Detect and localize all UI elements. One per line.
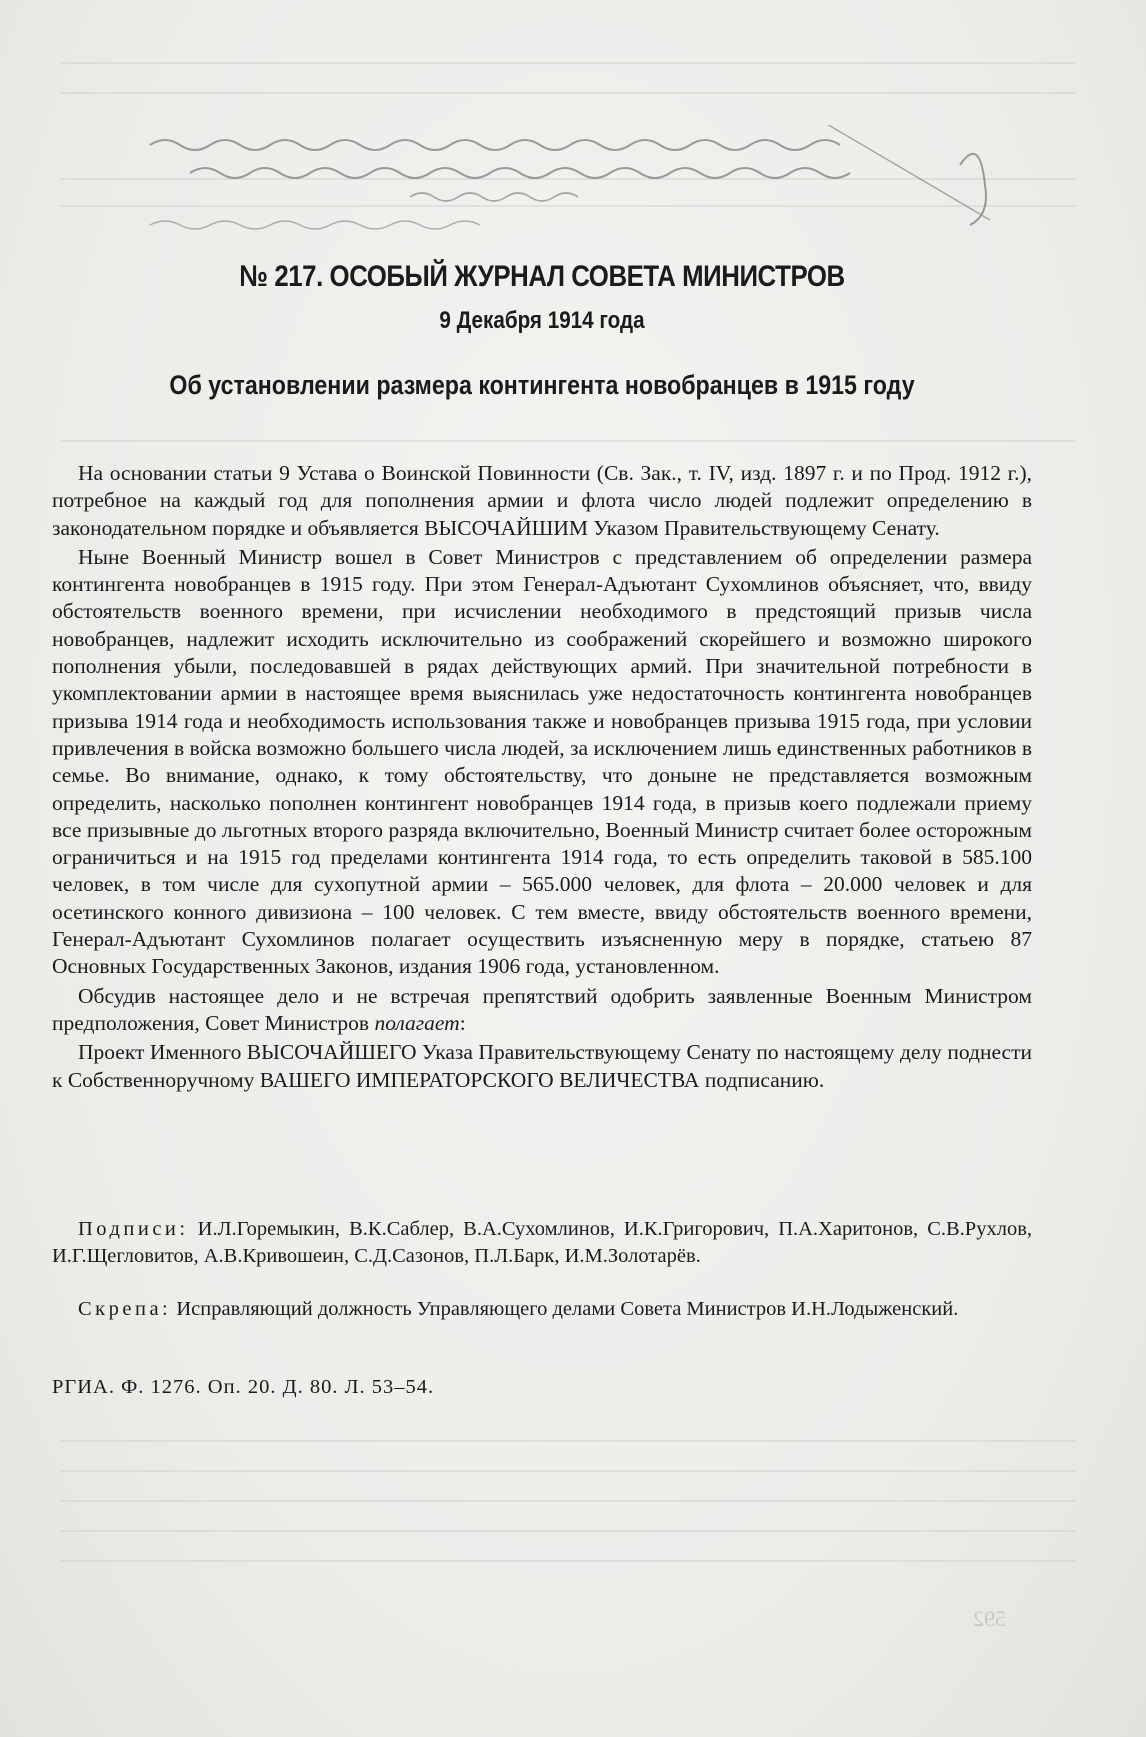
document-subtitle: Об установлении размера контингента новобранцев в 1915 году [169, 370, 915, 400]
decision-verb: полагает [374, 1010, 460, 1035]
bleed-through-line [60, 1500, 1076, 1502]
paragraph-decree-draft: Проект Именного ВЫСОЧАЙШЕГО Указа Правительствующему Сенату по настоящему делу поднести к Собственноручному ВАШЕГО ИМПЕРАТОРСКОГО ВЕЛИЧЕСТВА подписанию. [52, 1040, 1032, 1092]
signatures-names: И.Л.Горемыкин, В.К.Саблер, В.А.Сухомлинов, И.К.Григорович, П.А.Харитонов, С.В.Рухлов, И.Г.Щегловитов, А.В.Кривошеин, С.Д.Сазонов, П.Л.Барк, И.М.Золотарёв. [52, 1218, 1032, 1267]
handwriting-strokes [130, 125, 1010, 235]
signatures-block [52, 1216, 1032, 1270]
bleed-through-line [60, 1530, 1076, 1532]
paragraph-war-minister-proposal: Ныне Военный Министр вошел в Совет Министров с представлением об определении размера контингента новобранцев в 1915 году. При этом Генерал-Адъютант Сухомлинов объясняет, что, ввиду обстоятельств военного времени, при исчислении необходимого в предстоящий призыв числа новобранцев, надлежит исходить исключительно из соображений скорейшего и возможно широкого пополнения убыли, последовавшей в рядах действующих армий. При значительной потребности в укомплектовании армии в настоящее время выяснилась уже недостаточность контингента новобранцев призыва 1914 года и необходимость использования также и новобранцев призыва 1915 года, при условии привлечения в войска возможно большего числа людей, за исключением лишь единственных работников в семье. Во внимание, однако, к тому обстоятельству, что доныне не представляется возможным определить, насколько пополнен контингент новобранцев 1914 года, в призыв коего подлежали приему все призывные до льготных второго разряда включительно, Военный Министр считает более осторожным ограничиться и на 1915 год пределами контингента 1914 года, то есть определить таковой в 585.100 человек, в том числе для сухопутной армии – 565.000 человек, для флота – 20.000 человек и для осетинского конного дивизиона – 100 человек. С тем вместе, ввиду обстоятельств военного времени, Генерал-Адъютант Сухомлинов полагает осуществить изъясненную меру в порядке, статьею 87 Основных Государственных Законов, издания 1906 года, установленном. [52, 544, 1032, 979]
document-body [52, 460, 1032, 1094]
skrepa-label: Скрепа: [78, 1298, 172, 1320]
decision-colon: : [459, 1010, 466, 1035]
paragraph-council-decision [52, 983, 1032, 1038]
document-title: № 217. ОСОБЫЙ ЖУРНАЛ СОВЕТА МИНИСТРОВ [239, 260, 845, 293]
decision-text: Обсудив настоящее дело и не встречая препятствий одобрить заявленные Военным Министром предположения, Совет Министров [52, 983, 1032, 1035]
handwritten-annotation [130, 125, 1010, 235]
bleed-through-line [60, 62, 1076, 64]
skrepa-block [52, 1296, 1032, 1323]
document-date: 9 Декабря 1914 года [439, 307, 645, 334]
archive-reference: РГИА. Ф. 1276. Оп. 20. Д. 80. Л. 53–54. [52, 1376, 435, 1398]
bleed-through-line [60, 1560, 1076, 1562]
paragraph-legal-basis: На основании статьи 9 Устава о Воинской Повинности (Св. Зак., т. IV, изд. 1897 г. и по Прод. 1912 г.), потребное на каждый год для пополнения армии и флота число людей подлежит определению в законодательном порядке и объявляется ВЫСОЧАЙШИМ Указом Правительствующему Сенату. [52, 461, 1032, 540]
page-number-bleed: 592 [973, 1606, 1006, 1631]
bleed-through-line [60, 440, 1076, 442]
bleed-through-line [60, 1470, 1076, 1472]
bleed-through-line [60, 92, 1076, 94]
signatures-label: Подписи: [78, 1218, 189, 1240]
bleed-through-line [60, 1440, 1076, 1442]
skrepa-text: Исправляющий должность Управляющего делами Совета Министров И.Н.Лодыженский. [176, 1298, 959, 1320]
